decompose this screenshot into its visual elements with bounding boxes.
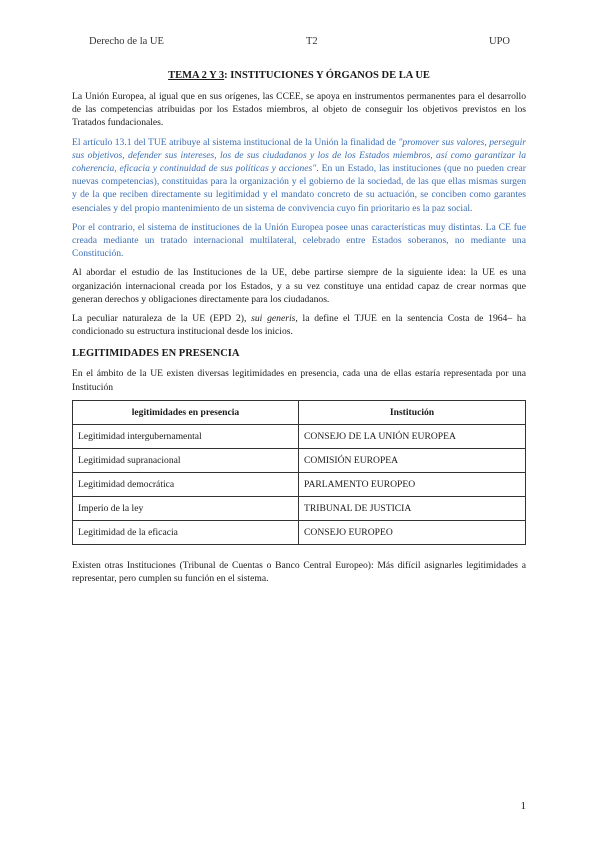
section-heading: LEGITIMIDADES EN PRESENCIA <box>72 348 240 360</box>
table-header-legitimacy: legitimidades en presencia <box>73 400 299 424</box>
table-row <box>73 448 526 472</box>
p5-rest: la define el TJUE en la sentencia Costa de 1964– ha condicionado su estructura institucional desde los inicios. <box>72 313 526 338</box>
table-cell-legitimacy: Legitimidad democrática <box>73 472 299 496</box>
paragraph-intro: La Unión Europea, al igual que en sus orígenes, las CCEE, se apoya en instrumentos permanentes para el desarrollo de las competencias atribuidas por los Estados miembros, al objeto de conseguir los objetivos previstos en los Tratados fundacionales. <box>72 91 526 129</box>
table-cell-legitimacy: Legitimidad de la eficacia <box>73 520 299 544</box>
header-topic: T2 <box>306 36 318 47</box>
table-cell-institution: COMISIÓN EUROPEA <box>299 448 526 472</box>
table-cell-institution: CONSEJO EUROPEO <box>299 520 526 544</box>
table-cell-legitimacy: Legitimidad supranacional <box>73 448 299 472</box>
paragraph-key-idea: Al abordar el estudio de las Instituciones de la UE, debe partirse siempre de la siguiente idea: la UE es una organización internacional creada por los Estados, y a su vez constituye una entidad capaz de crear normas que generan derechos y obligaciones directamente para los ciudadanos. <box>72 267 526 305</box>
table-header-institution: Institución <box>299 400 526 424</box>
p2-rest: . En un Estado, las instituciones (que no pueden crear nuevas competencias), constituidas para la organización y el gobierno de la sociedad, de las que ellas mismas surgen y de la que reciben directamente su legitimidad y el mandato concreto de su actuación, se conciben como garantes esenciales y del propio mantenimiento de un sistema de convivencia cuyo fin prioritario es la paz social. <box>72 163 526 214</box>
title-prefix: TEMA 2 Y 3 <box>168 70 225 81</box>
document-body <box>72 70 526 591</box>
p2-lead: El artículo 13.1 del TUE atribuye al sistema institucional de la Unión la finalidad de <box>72 136 399 148</box>
p2-quote: "promover sus valores, perseguir sus objetivos, defender sus intereses, los de sus ciudadanos y los de los Estados miembros, así como garantizar la coherencia, eficacia y continuidad de sus políticas y acciones" <box>72 136 526 175</box>
table-cell-legitimacy: Imperio de la ley <box>73 496 299 520</box>
title-rest: : INSTITUCIONES Y ÓRGANOS DE LA UE <box>224 70 430 81</box>
table-cell-legitimacy: Legitimidad intergubernamental <box>73 424 299 448</box>
table-row <box>73 496 526 520</box>
paragraph-contrast: Por el contrario, el sistema de instituciones de la Unión Europea posee unas características muy distintas. La CE fue creada mediante un tratado internacional multilateral, celebrado entre Estados soberanos, no mediante una Constitución. <box>72 221 526 260</box>
table-row <box>73 472 526 496</box>
table-cell-institution: CONSEJO DE LA UNIÓN EUROPEA <box>299 424 526 448</box>
table-cell-institution: PARLAMENTO EUROPEO <box>299 472 526 496</box>
paragraph-legitimacies: En el ámbito de la UE existen diversas legitimidades en presencia, cada una de ellas estaría representada por una Institución <box>72 368 526 393</box>
table-row <box>73 520 526 544</box>
paragraph-other-institutions: Existen otras Instituciones (Tribunal de Cuentas o Banco Central Europeo): Más difícil asignarles legitimidades a representar, pero cumplen su función en el sistema. <box>72 559 526 585</box>
document-title <box>72 70 526 81</box>
table-cell-institution: TRIBUNAL DE JUSTICIA <box>299 496 526 520</box>
table-row <box>73 424 526 448</box>
legitimacy-table <box>72 400 526 545</box>
page-number: 1 <box>520 800 526 812</box>
paragraph-article-13 <box>72 136 526 215</box>
p5-lead: La peculiar naturaleza de la UE (EPD 2), <box>72 313 252 325</box>
p5-em: sui generis, <box>251 313 298 325</box>
paragraph-sui-generis <box>72 312 526 338</box>
header-university: UPO <box>489 36 511 47</box>
table-header-row <box>73 400 526 424</box>
header-course: Derecho de la UE <box>89 36 164 47</box>
